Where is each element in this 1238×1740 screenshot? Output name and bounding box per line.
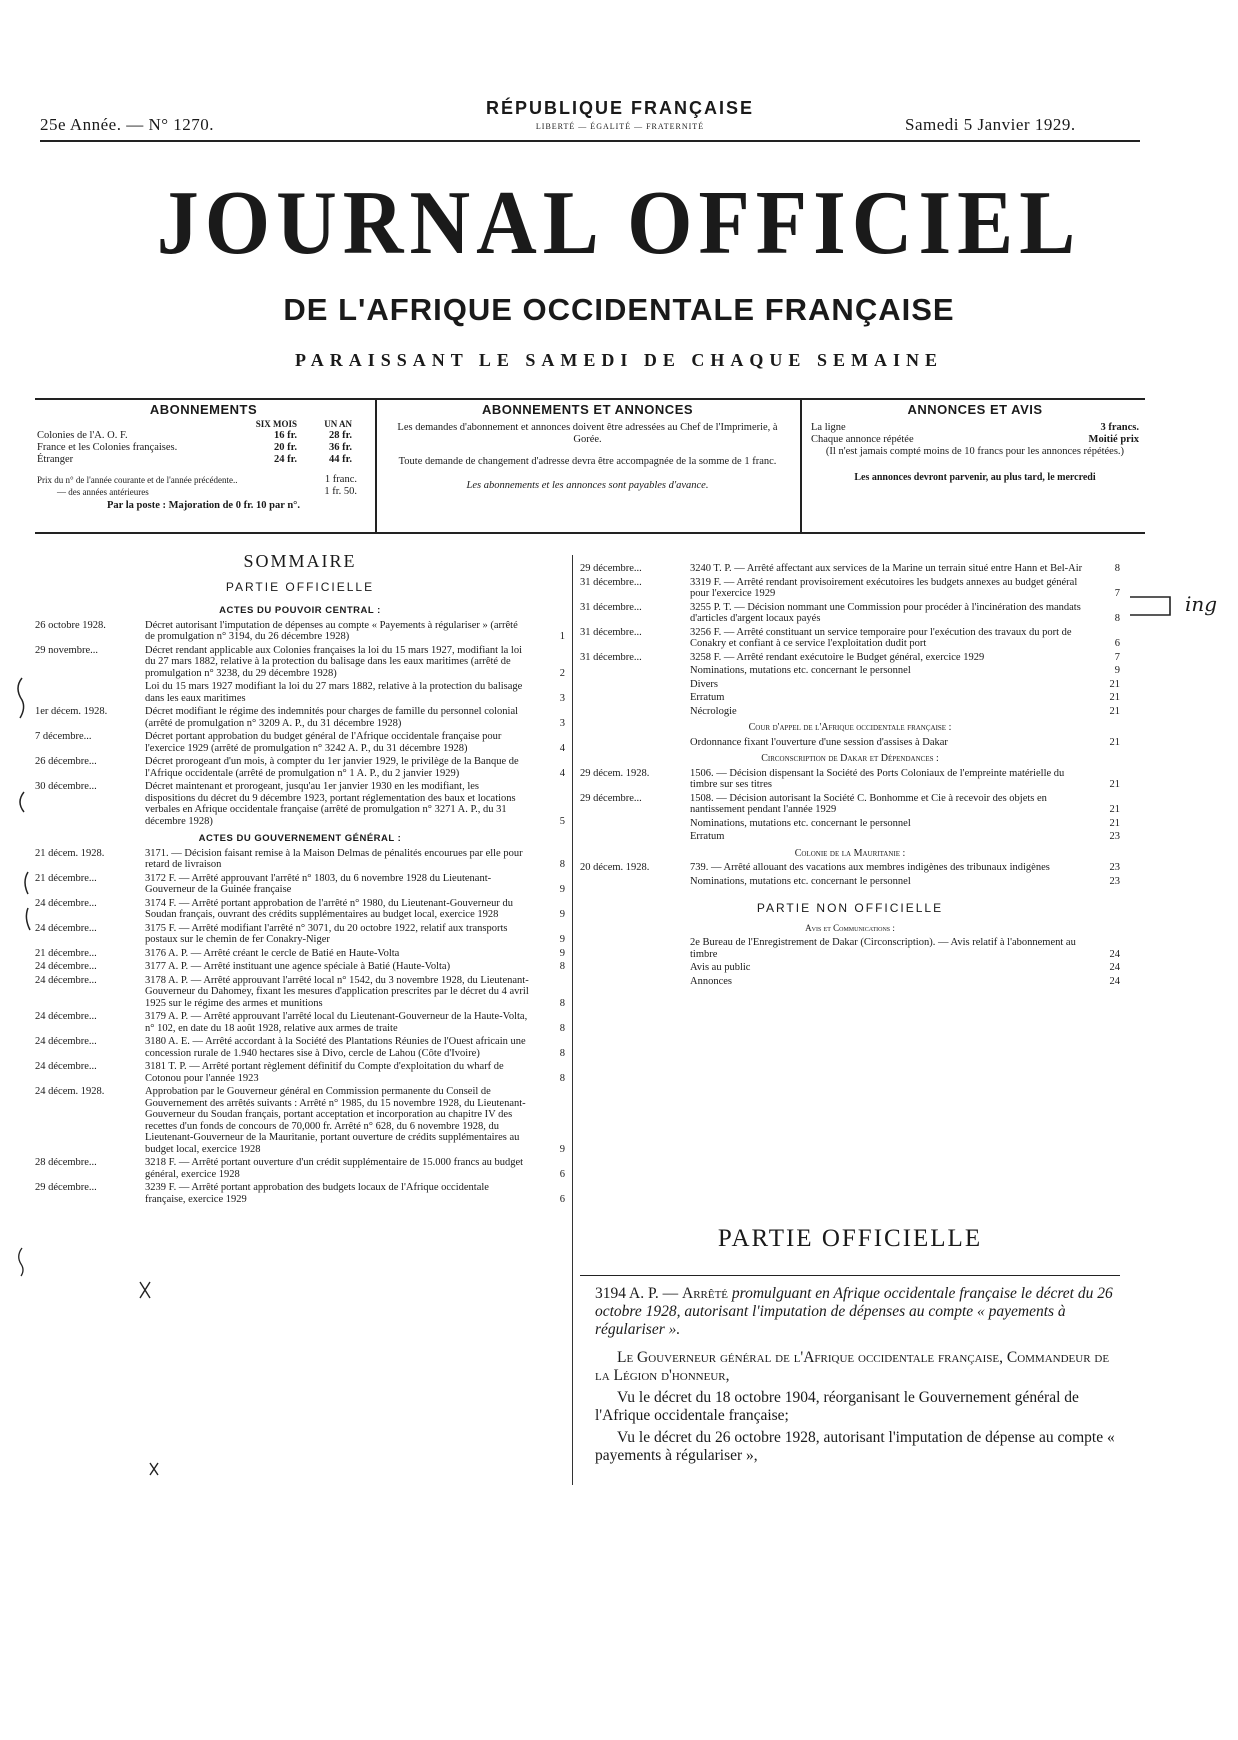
abonnement-row: Étranger 24 fr. 44 fr. — [37, 454, 352, 465]
gouvernement-general-heading: ACTES DU GOUVERNEMENT GÉNÉRAL : — [198, 833, 402, 844]
tarif-ligne-row: La ligne 3 francs. — [811, 422, 1139, 433]
entry-text: Nominations, mutations etc. concernant le personnel — [690, 817, 911, 829]
republic-motto: LIBERTÉ — ÉGALITÉ — FRATERNITÉ — [535, 122, 705, 131]
entry-text: 3178 A. P. — Arrêté approuvant l'arrêté local n° 1542, du 3 novembre 1928, du Lieutenant-Gouverneur du Dahomey, fixant les mesures d'application prescrites par le décret du 4 avril 1925 sur le régime des armes et munitions — [145, 974, 529, 1009]
entry-page: 7 — [1114, 588, 1120, 599]
partie-officielle-label: PARTIE OFFICIELLE — [225, 579, 375, 594]
tarif-repetee-row: Chaque annonce répétée Moitié prix — [811, 434, 1139, 445]
entry-text: 3174 F. — Arrêté portant approbation de l'arrêté n° 1980, du Lieutenant-Gouverneur du Soudan français, ouvrant des crédits supplémentaires au budget local, exercice 1928 — [145, 897, 513, 920]
entry-date: 24 décembre... — [35, 961, 97, 972]
entry-text: 3218 F. — Arrêté portant ouverture d'un crédit supplémentaire de 15.000 francs au budget général, exercice 1928 — [145, 1157, 524, 1180]
masthead-frequency: PARAISSANT LE SAMEDI DE CHAQUE SEMAINE — [295, 350, 943, 370]
entry-text: 3181 T. P. — Arrêté portant règlement définitif du Compte d'exploitation du wharf de Cotonou pour l'année 1923 — [145, 1061, 504, 1084]
entry-date: 29 décembre... — [580, 563, 642, 574]
entry-text: Décret autorisant l'imputation de dépenses au compte « Payements à régulariser » (arrêté de promulgation n° 3194, du 26 décembre 1928) — [145, 619, 518, 642]
entry-date: 31 décembre... — [580, 576, 642, 588]
col-un-an: UN AN — [324, 419, 352, 429]
entry-page: 6 — [559, 1193, 565, 1205]
entry-text: Ordonnance fixant l'ouverture d'une session d'assises à Dakar — [690, 736, 948, 748]
margin-brace-mark — [19, 1248, 23, 1276]
entry-text: Décret rendant applicable aux Colonies françaises la loi du 15 mars 1927, modifiant la loi du 27 mars 1882, relative à la protection du balisage dans les eaux maritimes (arrêté de promulgation n° 3238, du 29 décembre 1928) — [145, 644, 523, 679]
entry-date: 7 décembre... — [35, 731, 92, 742]
entry-page: 23 — [1109, 875, 1120, 887]
avis-heading: Avis et Communications : — [805, 922, 895, 933]
entry-text: Erratum — [690, 692, 725, 703]
entry-text: 3177 A. P. — Arrêté instituant une agence spéciale à Batié (Haute-Volta) — [145, 961, 451, 972]
entry-date: 29 décembre... — [580, 792, 642, 804]
entry-date: 21 décembre... — [35, 872, 97, 884]
abonnement-row: France et les Colonies françaises. 20 fr. 36 fr. — [37, 442, 352, 453]
entry-text: Nécrologie — [690, 705, 737, 717]
entry-page: 9 — [559, 947, 565, 959]
entry-page: 8 — [559, 961, 565, 972]
entry-page: 23 — [1109, 831, 1120, 842]
entry-page: 7 — [1114, 651, 1120, 663]
entry-page: 4 — [559, 767, 565, 779]
entry-date: 31 décembre... — [580, 626, 642, 638]
entry-date: 28 décembre... — [35, 1157, 97, 1168]
entry-text: 3171. — Décision faisant remise à la Maison Delmas de pénalités encourues par elle pour retard de livraison — [145, 847, 523, 870]
prix-numero-row: Prix du n° de l'année courante et de l'année précédente.. 1 franc. — [37, 474, 357, 485]
margin-bracket-mark — [1130, 597, 1170, 615]
prix-anterieur-row: — des années antérieures 1 fr. 50. — [57, 486, 357, 497]
entry-text: Décret prorogeant d'un mois, à compter du 1er janvier 1929, le privilège de la Banque de l'Afrique occidentale (arrêté de promulgation n° 1 A. P., du 2 janvier 1929) — [145, 756, 519, 779]
entry-text: Loi du 15 mars 1927 modifiant la loi du 27 mars 1882, relative à la protection du balisage dans les eaux maritimes — [145, 681, 523, 704]
minimum-note: (Il n'est jamais compté moins de 10 francs pour les annonces répétées.) — [825, 446, 1125, 457]
entry-text: 3239 F. — Arrêté portant approbation des budgets locaux de l'Afrique occidentale française, exercice 1929 — [145, 1182, 489, 1205]
entry-date: 24 décembre... — [35, 897, 97, 909]
entry-page: 21 — [1109, 736, 1120, 748]
entry-date: 29 novembre... — [35, 644, 98, 656]
margin-note-text: ing — [1185, 592, 1218, 616]
margin-brace-mark — [26, 908, 30, 930]
cour-appel-heading: Cour d'appel de l'Afrique occidentale française : — [748, 722, 952, 733]
entry-page: 8 — [559, 859, 565, 870]
vu-decret-1928: Vu le décret du 26 octobre 1928, autorisant l'imputation de dépense au compte « payements à régulariser », — [595, 1429, 1115, 1464]
entry-text: Approbation par le Gouverneur général en Commission permanente du Conseil de Gouvernement des arrêtés suivants : Arrêté n° 1985, du 15 novembre 1928, du Lieutenant-Gouverneur du Soudan français, portant acceptation et incorporation au chapitre IV des recettes d'un fonds de concours de 70,000 fr. Arrêté n° 628, du 6 novembre 1928, du Lieutenant-Gouverneur de la Mauritanie, portant ouverture de crédits supplémentaires au budget local, exercice 1928 — [145, 1086, 526, 1155]
entry-date: 1er décem. 1928. — [35, 706, 108, 717]
entry-page: 3 — [559, 692, 565, 704]
dakar-heading: Circonscription de Dakar et Dépendances : — [761, 753, 939, 764]
entry-page: 21 — [1109, 779, 1120, 790]
entry-date: 24 décembre... — [35, 974, 97, 986]
abonnements-annonces-title: ABONNEMENTS ET ANNONCES — [481, 402, 694, 417]
entry-page: 2 — [559, 667, 565, 679]
abonnements-title: ABONNEMENTS — [149, 402, 258, 417]
entry-page: 21 — [1109, 705, 1120, 717]
entry-date: 24 décembre... — [35, 922, 97, 934]
decree-title: promulguant en Afrique occidentale française le décret du 26 octobre 1928, autorisant l'imputation de dépenses au compte « payements à régulariser ». — [595, 1285, 1113, 1338]
entry-text: 1508. — Décision autorisant la Société C. Bonhomme et Cie à recevoir des objets en nantissement pendant l'année 1929 — [690, 792, 1047, 815]
entry-page: 8 — [559, 1047, 565, 1059]
entry-text: Décret maintenant et prorogeant, jusqu'au 1er janvier 1930 en les modifiant, les dispositions du décret du 9 décembre 1923, portant réglementation des baux et locations verbales en Afrique occidentale française (arrêté de promulgation n° 3271 A. P., du 31 décembre 1928) — [145, 781, 516, 827]
margin-brace-mark — [20, 792, 24, 812]
entry-text: Divers — [690, 678, 718, 690]
entry-page: 21 — [1109, 678, 1120, 690]
partie-non-officielle-label: PARTIE NON OFFICIELLE — [756, 901, 944, 915]
mauritanie-heading: Colonie de la Mauritanie : — [794, 847, 906, 859]
annonces-avis-title: ANNONCES ET AVIS — [907, 402, 1043, 417]
partie-officielle-heading: PARTIE OFFICIELLE — [717, 1225, 983, 1252]
entry-text: 3179 A. P. — Arrêté approuvant l'arrêté local du Lieutenant-Gouverneur de la Haute-Volta, n° 102, en date du 18 août 1928, relative aux armes de traite — [145, 1011, 528, 1034]
sommaire-title: SOMMAIRE — [243, 551, 357, 571]
pouvoir-central-heading: ACTES DU POUVOIR CENTRAL : — [219, 605, 381, 616]
entry-text: Décret modifiant le régime des indemnités pour charges de famille du personnel colonial (arrêté de promulgation n° 3209 A. P., du 31 décembre 1928) — [145, 706, 519, 729]
decree-number: 3194 A. P. — — [595, 1285, 679, 1302]
entry-date: 24 décembre... — [35, 1011, 97, 1022]
entry-text: Erratum — [690, 831, 725, 842]
cross-mark — [140, 1282, 150, 1298]
payables-avance-note: Les abonnements et les annonces sont payables d'avance. — [466, 480, 709, 491]
abonnement-row: Colonies de l'A. O. F. 16 fr. 28 fr. — [37, 430, 352, 441]
entry-date: 26 octobre 1928. — [35, 619, 106, 631]
cross-mark — [150, 1463, 158, 1475]
entry-date: 30 décembre... — [35, 781, 97, 792]
entry-page: 23 — [1109, 862, 1120, 873]
entry-page: 24 — [1109, 962, 1120, 973]
entry-page: 9 — [559, 1143, 565, 1155]
entry-text: 3180 A. E. — Arrêté accordant à la Société des Plantations Réunies de l'Ouest africain une concession rurale de 1.940 hectares sise à Divo, cercle de Lahou (Côte d'Ivoire) — [145, 1036, 526, 1059]
entry-text: Annonces — [690, 975, 732, 987]
entry-date: 21 décem. 1928. — [35, 847, 105, 859]
entry-text: 3258 F. — Arrêté rendant exécutoire le Budget général, exercice 1929 — [690, 651, 985, 663]
issue-number: 25e Année. — N° 1270. — [40, 115, 215, 134]
entry-text: 3172 F. — Arrêté approuvant l'arrêté n° 1803, du 6 novembre 1928 du Lieutenant-Gouverneur de la Guinée française — [145, 872, 492, 895]
entry-page: 8 — [1114, 613, 1120, 624]
margin-brace-mark — [25, 872, 28, 894]
entry-page: 6 — [1114, 638, 1120, 649]
delai-note: Les annonces devront parvenir, au plus tard, le mercredi — [854, 472, 1096, 483]
entry-date: 20 décem. 1928. — [580, 862, 650, 873]
entry-text: 739. — Arrêté allouant des vacations aux membres indigènes des tribunaux indigènes — [690, 862, 1050, 873]
decree-lead: Arrêté — [682, 1285, 729, 1302]
entry-text: Décret portant approbation du budget général de l'Afrique occidentale française pour l'exercice 1929 (arrêté de promulgation n° 3242 A. P., du 31 décembre 1928) — [145, 731, 502, 754]
entry-text: 3240 T. P. — Arrêté affectant aux services de la Marine un terrain situé entre Hann et Bel-Air — [690, 563, 1083, 574]
masthead-subtitle: DE L'AFRIQUE OCCIDENTALE FRANÇAISE — [283, 292, 955, 327]
entry-date: 29 décembre... — [35, 1182, 97, 1193]
entry-date: 31 décembre... — [580, 651, 642, 663]
entry-text: Nominations, mutations etc. concernant le personnel — [690, 665, 911, 676]
entry-page: 21 — [1109, 692, 1120, 703]
entry-page: 1 — [559, 631, 565, 642]
entry-page: 8 — [559, 1022, 565, 1034]
entry-page: 6 — [559, 1168, 565, 1180]
entry-text: 3175 F. — Arrêté modifiant l'arrêté n° 3071, du 20 octobre 1922, relatif aux transports postaux sur le chemin de fer Conakry-Niger — [145, 922, 508, 945]
entry-date: 24 décem. 1928. — [35, 1086, 105, 1097]
entry-page: 5 — [559, 815, 565, 827]
entry-page: 24 — [1109, 948, 1120, 960]
entry-page: 8 — [1114, 563, 1120, 574]
changement-adresse-note: Toute demande de changement d'adresse devra être accompagnée de la somme de 1 franc. — [398, 456, 777, 467]
entry-text: 1506. — Décision dispensant la Société des Ports Coloniaux de l'empreinte matérielle du timbre sur ses titres — [690, 767, 1065, 790]
margin-brace-mark — [18, 678, 24, 718]
entry-text: Avis au public — [690, 962, 751, 973]
entry-page: 9 — [559, 909, 565, 920]
entry-page: 21 — [1109, 804, 1120, 815]
entry-text: 3255 P. T. — Décision nommant une Commission pour procéder à l'incinération des mandats d'articles d'argent locaux payés — [690, 601, 1081, 624]
entry-page: 8 — [559, 1072, 565, 1084]
entry-date: 29 décem. 1928. — [580, 767, 650, 779]
vu-decret-1904: Vu le décret du 18 octobre 1904, réorganisant le Gouvernement général de l'Afrique occidentale française; — [595, 1389, 1079, 1424]
entry-text: 3256 F. — Arrêté constituant un service temporaire pour l'exécution des travaux du port de Conakry et confiant à ce service l'exploitation dudit port — [690, 626, 1072, 649]
gouverneur-preamble: Le Gouverneur général de l'Afrique occidentale française, Commandeur de la Légion d'honneur, — [595, 1349, 1110, 1384]
entry-page: 9 — [559, 934, 565, 945]
entry-date: 24 décembre... — [35, 1061, 97, 1072]
entry-page: 3 — [559, 717, 565, 729]
masthead-title: JOURNAL OFFICIEL — [156, 173, 1082, 274]
entry-date: 21 décembre... — [35, 947, 97, 959]
entry-page: 8 — [559, 997, 565, 1009]
annonces-address-note: Les demandes d'abonnement et annonces doivent être adressées au Chef de l'Imprimerie, à Gorée. — [397, 422, 778, 445]
entry-text: Nominations, mutations etc. concernant le personnel — [690, 875, 911, 887]
issue-date: Samedi 5 Janvier 1929. — [905, 115, 1076, 134]
entry-text: 2e Bureau de l'Enregistrement de Dakar (Circonscription). — Avis relatif à l'abonnement au timbre — [690, 937, 1076, 960]
entry-date: 26 décembre... — [35, 756, 97, 767]
entry-date: 31 décembre... — [580, 601, 642, 613]
entry-page: 9 — [1114, 665, 1120, 676]
entry-page: 9 — [559, 884, 565, 895]
col-six-mois: SIX MOIS — [255, 419, 297, 429]
entry-page: 4 — [559, 742, 565, 754]
entry-text: 3319 F. — Arrêté rendant provisoirement exécutoires les budgets annexes au budget général pour l'exercice 1929 — [690, 576, 1078, 599]
entry-date: 24 décembre... — [35, 1036, 97, 1047]
entry-page: 24 — [1109, 975, 1120, 987]
entry-text: 3176 A. P. — Arrêté créant le cercle de Batié en Haute-Volta — [145, 947, 400, 959]
republic-title: RÉPUBLIQUE FRANÇAISE — [485, 98, 754, 118]
poste-note: Par la poste : Majoration de 0 fr. 10 par n°. — [107, 500, 300, 511]
entry-page: 21 — [1109, 817, 1120, 829]
